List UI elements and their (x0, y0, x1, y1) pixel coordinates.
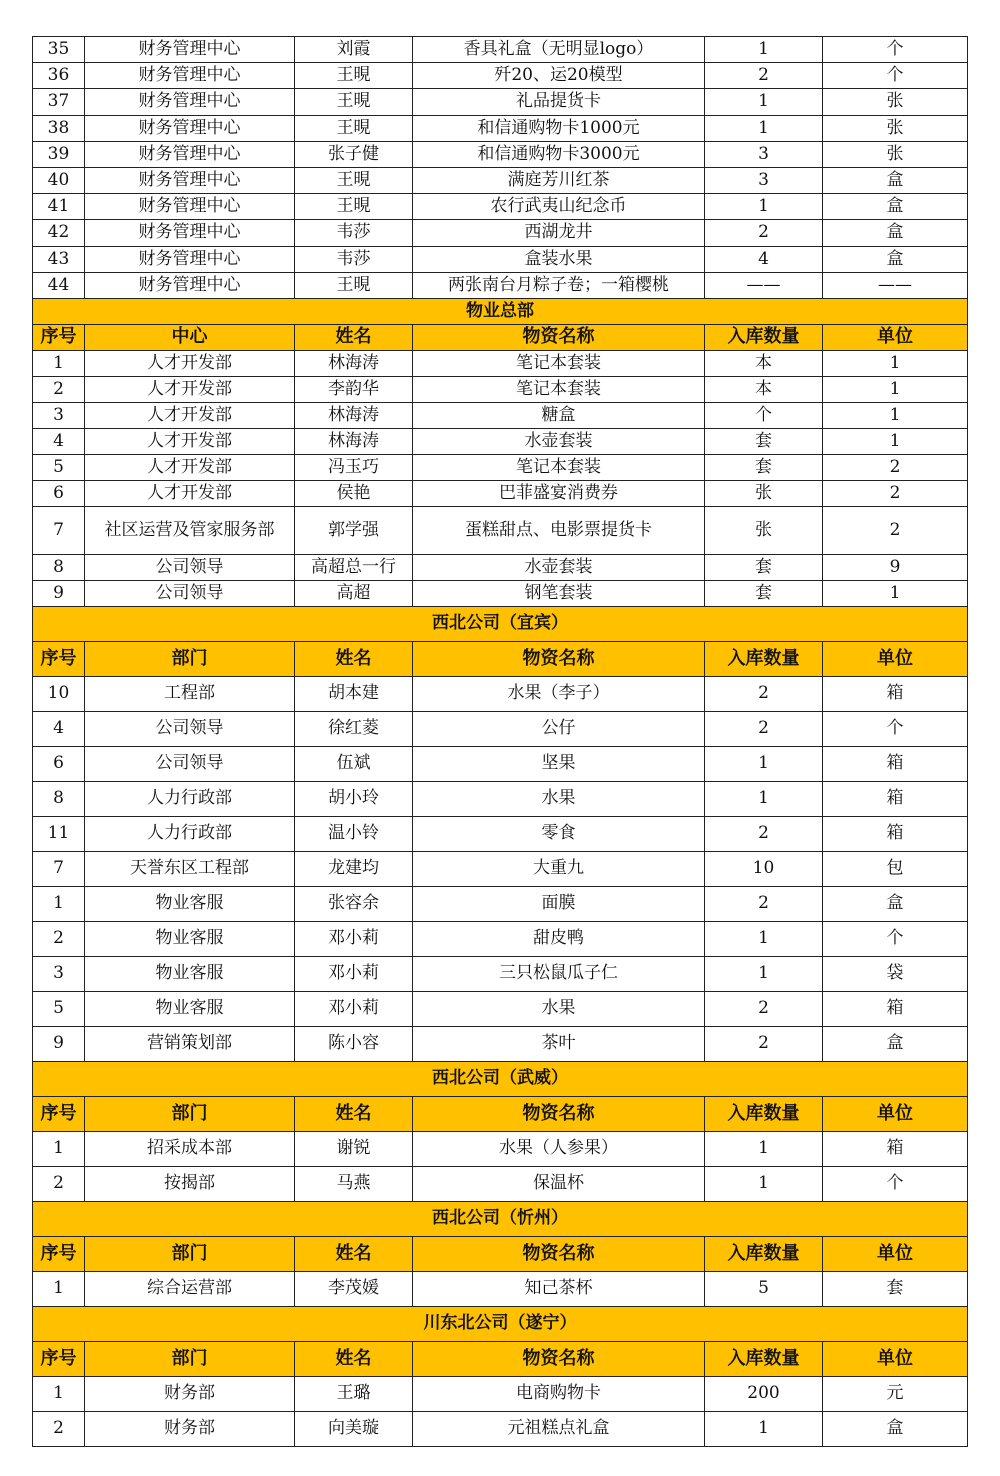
column-header-unit: 单位 (823, 324, 968, 350)
table-body (33, 37, 968, 1447)
column-header-quantity: 入库数量 (705, 641, 823, 676)
cell-seq: 2 (33, 921, 85, 956)
cell-quantity: 2 (705, 991, 823, 1026)
cell-name: 侯艳 (295, 480, 413, 506)
cell-name: 李韵华 (295, 376, 413, 402)
cell-item: 两张南台月粽子卷；一箱樱桃 (413, 272, 705, 298)
table-row (33, 220, 968, 246)
cell-quantity: 1 (705, 115, 823, 141)
cell-seq: 1 (33, 1376, 85, 1411)
cell-name: 王晛 (295, 63, 413, 89)
cell-seq: 39 (33, 141, 85, 167)
cell-item: 水果（李子） (413, 676, 705, 711)
cell-quantity: 2 (705, 220, 823, 246)
cell-seq: 4 (33, 428, 85, 454)
cell-department: 招采成本部 (85, 1131, 295, 1166)
cell-seq: 37 (33, 89, 85, 115)
cell-name: 韦莎 (295, 246, 413, 272)
cell-item: 水果 (413, 781, 705, 816)
cell-quantity: 本 (705, 350, 823, 376)
cell-item: 农行武夷山纪念币 (413, 194, 705, 220)
column-header-row (33, 324, 968, 350)
cell-quantity: 1 (705, 1166, 823, 1201)
cell-quantity: 个 (705, 402, 823, 428)
cell-unit: 盒 (823, 1026, 968, 1061)
cell-item: 水壶套装 (413, 428, 705, 454)
cell-quantity: 张 (705, 480, 823, 506)
column-header-unit: 单位 (823, 1236, 968, 1271)
gift-registry-table (32, 36, 968, 1447)
cell-item: 电商购物卡 (413, 1376, 705, 1411)
cell-seq: 9 (33, 1026, 85, 1061)
cell-seq: 43 (33, 246, 85, 272)
section-title: 西北公司（宜宾） (33, 606, 968, 641)
cell-unit: 盒 (823, 167, 968, 193)
cell-seq: 1 (33, 1271, 85, 1306)
cell-item: 笔记本套装 (413, 350, 705, 376)
cell-department: 财务部 (85, 1376, 295, 1411)
cell-department: 人才开发部 (85, 350, 295, 376)
cell-seq: 2 (33, 376, 85, 402)
table-row (33, 194, 968, 220)
column-header-department: 部门 (85, 641, 295, 676)
cell-quantity: 2 (705, 63, 823, 89)
cell-item: 和信通购物卡3000元 (413, 141, 705, 167)
cell-seq: 40 (33, 167, 85, 193)
cell-department: 工程部 (85, 676, 295, 711)
cell-name: 王晛 (295, 194, 413, 220)
cell-department: 社区运营及管家服务部 (85, 506, 295, 554)
column-header-item: 物资名称 (413, 641, 705, 676)
cell-department: 公司领导 (85, 746, 295, 781)
table-row (33, 63, 968, 89)
cell-department: 财务管理中心 (85, 115, 295, 141)
cell-unit: 盒 (823, 220, 968, 246)
cell-quantity: 张 (705, 506, 823, 554)
cell-department: 财务管理中心 (85, 167, 295, 193)
cell-name: 王晛 (295, 89, 413, 115)
cell-name: 温小铃 (295, 816, 413, 851)
cell-item: 甜皮鸭 (413, 921, 705, 956)
cell-quantity: 5 (705, 1271, 823, 1306)
cell-quantity: 4 (705, 246, 823, 272)
cell-seq: 4 (33, 711, 85, 746)
cell-department: 人才开发部 (85, 480, 295, 506)
column-header-seq: 序号 (33, 641, 85, 676)
cell-department: 人力行政部 (85, 816, 295, 851)
cell-department: 物业客服 (85, 956, 295, 991)
cell-department: 财务管理中心 (85, 246, 295, 272)
cell-quantity: 1 (705, 746, 823, 781)
section-title-row (33, 1201, 968, 1236)
cell-unit: 包 (823, 851, 968, 886)
cell-seq: 8 (33, 781, 85, 816)
cell-item: 茶叶 (413, 1026, 705, 1061)
cell-name: 冯玉巧 (295, 454, 413, 480)
cell-unit: 个 (823, 711, 968, 746)
section-title: 西北公司（忻州） (33, 1201, 968, 1236)
cell-name: 高超 (295, 580, 413, 606)
column-header-item: 物资名称 (413, 1236, 705, 1271)
cell-quantity: 2 (705, 676, 823, 711)
cell-name: 向美璇 (295, 1411, 413, 1446)
table-row (33, 956, 968, 991)
table-row (33, 676, 968, 711)
cell-item: 水果 (413, 991, 705, 1026)
cell-item: 元祖糕点礼盒 (413, 1411, 705, 1446)
cell-name: 谢锐 (295, 1131, 413, 1166)
table-row (33, 115, 968, 141)
cell-unit: 个 (823, 37, 968, 63)
cell-unit: 2 (823, 454, 968, 480)
cell-name: 高超总一行 (295, 554, 413, 580)
cell-unit: —— (823, 272, 968, 298)
cell-department: 财务管理中心 (85, 89, 295, 115)
cell-item: 笔记本套装 (413, 454, 705, 480)
cell-department: 财务管理中心 (85, 141, 295, 167)
cell-department: 公司领导 (85, 554, 295, 580)
cell-department: 财务管理中心 (85, 194, 295, 220)
cell-item: 蛋糕甜点、电影票提货卡 (413, 506, 705, 554)
cell-unit: 元 (823, 1376, 968, 1411)
cell-unit: 盒 (823, 1411, 968, 1446)
column-header-department: 部门 (85, 1236, 295, 1271)
cell-unit: 9 (823, 554, 968, 580)
column-header-quantity: 入库数量 (705, 1236, 823, 1271)
table-row (33, 1411, 968, 1446)
table-row (33, 711, 968, 746)
cell-department: 财务管理中心 (85, 63, 295, 89)
table-row (33, 1166, 968, 1201)
cell-quantity: 1 (705, 89, 823, 115)
cell-item: 水果（人参果） (413, 1131, 705, 1166)
cell-department: 财务部 (85, 1411, 295, 1446)
cell-quantity: 套 (705, 554, 823, 580)
column-header-seq: 序号 (33, 324, 85, 350)
cell-unit: 1 (823, 402, 968, 428)
cell-name: 邓小莉 (295, 991, 413, 1026)
cell-seq: 6 (33, 480, 85, 506)
cell-quantity: 3 (705, 141, 823, 167)
column-header-name: 姓名 (295, 1341, 413, 1376)
cell-seq: 35 (33, 37, 85, 63)
cell-name: 邓小莉 (295, 956, 413, 991)
cell-unit: 箱 (823, 816, 968, 851)
cell-seq: 42 (33, 220, 85, 246)
table-row (33, 480, 968, 506)
table-row (33, 246, 968, 272)
cell-quantity: 200 (705, 1376, 823, 1411)
cell-department: 财务管理中心 (85, 272, 295, 298)
table-row (33, 376, 968, 402)
cell-unit: 箱 (823, 746, 968, 781)
column-header-item: 物资名称 (413, 1341, 705, 1376)
cell-unit: 1 (823, 350, 968, 376)
cell-name: 邓小莉 (295, 921, 413, 956)
column-header-quantity: 入库数量 (705, 1341, 823, 1376)
cell-department: 财务管理中心 (85, 37, 295, 63)
cell-item: 大重九 (413, 851, 705, 886)
cell-name: 胡小玲 (295, 781, 413, 816)
cell-seq: 2 (33, 1166, 85, 1201)
cell-unit: 盒 (823, 886, 968, 921)
cell-seq: 44 (33, 272, 85, 298)
column-header-unit: 单位 (823, 1341, 968, 1376)
cell-name: 伍斌 (295, 746, 413, 781)
table-row (33, 1026, 968, 1061)
cell-unit: 个 (823, 1166, 968, 1201)
cell-quantity: 2 (705, 711, 823, 746)
table-row (33, 506, 968, 554)
cell-quantity: 套 (705, 454, 823, 480)
cell-name: 郭学强 (295, 506, 413, 554)
cell-quantity: 2 (705, 816, 823, 851)
cell-seq: 10 (33, 676, 85, 711)
cell-name: 张子健 (295, 141, 413, 167)
cell-unit: 1 (823, 376, 968, 402)
cell-unit: 张 (823, 141, 968, 167)
cell-seq: 7 (33, 851, 85, 886)
cell-department: 营销策划部 (85, 1026, 295, 1061)
cell-item: 歼20、运20模型 (413, 63, 705, 89)
cell-item: 面膜 (413, 886, 705, 921)
cell-item: 礼品提货卡 (413, 89, 705, 115)
column-header-row (33, 1236, 968, 1271)
cell-quantity: 2 (705, 886, 823, 921)
table-row (33, 37, 968, 63)
cell-unit: 个 (823, 921, 968, 956)
table-row (33, 1376, 968, 1411)
cell-name: 林海涛 (295, 402, 413, 428)
cell-seq: 41 (33, 194, 85, 220)
cell-name: 徐红菱 (295, 711, 413, 746)
cell-name: 王璐 (295, 1376, 413, 1411)
cell-quantity: 1 (705, 37, 823, 63)
cell-seq: 11 (33, 816, 85, 851)
section-title: 西北公司（武威） (33, 1061, 968, 1096)
column-header-name: 姓名 (295, 1096, 413, 1131)
cell-item: 三只松鼠瓜子仁 (413, 956, 705, 991)
cell-item: 保温杯 (413, 1166, 705, 1201)
cell-unit: 箱 (823, 676, 968, 711)
section-title-row (33, 1061, 968, 1096)
cell-item: 零食 (413, 816, 705, 851)
column-header-row (33, 641, 968, 676)
cell-unit: 箱 (823, 1131, 968, 1166)
cell-name: 刘霞 (295, 37, 413, 63)
column-header-row (33, 1096, 968, 1131)
cell-name: 陈小容 (295, 1026, 413, 1061)
table-row (33, 350, 968, 376)
table-row (33, 89, 968, 115)
cell-seq: 6 (33, 746, 85, 781)
table-row (33, 580, 968, 606)
cell-item: 水壶套装 (413, 554, 705, 580)
column-header-item: 物资名称 (413, 324, 705, 350)
table-row (33, 816, 968, 851)
cell-name: 王晛 (295, 167, 413, 193)
table-row (33, 141, 968, 167)
cell-seq: 38 (33, 115, 85, 141)
cell-department: 财务管理中心 (85, 220, 295, 246)
cell-department: 人才开发部 (85, 454, 295, 480)
cell-name: 张容余 (295, 886, 413, 921)
cell-quantity: 1 (705, 194, 823, 220)
column-header-quantity: 入库数量 (705, 324, 823, 350)
cell-quantity: 10 (705, 851, 823, 886)
table-row (33, 428, 968, 454)
cell-name: 林海涛 (295, 428, 413, 454)
column-header-seq: 序号 (33, 1236, 85, 1271)
table-row (33, 167, 968, 193)
cell-department: 物业客服 (85, 886, 295, 921)
cell-seq: 3 (33, 956, 85, 991)
column-header-unit: 单位 (823, 1096, 968, 1131)
cell-unit: 2 (823, 480, 968, 506)
column-header-seq: 序号 (33, 1341, 85, 1376)
table-row (33, 921, 968, 956)
cell-item: 巴菲盛宴消费券 (413, 480, 705, 506)
cell-seq: 5 (33, 454, 85, 480)
table-row (33, 851, 968, 886)
section-title-row (33, 298, 968, 324)
cell-quantity: 本 (705, 376, 823, 402)
cell-item: 糖盒 (413, 402, 705, 428)
cell-seq: 36 (33, 63, 85, 89)
cell-quantity: 1 (705, 921, 823, 956)
cell-department: 物业客服 (85, 991, 295, 1026)
cell-department: 综合运营部 (85, 1271, 295, 1306)
cell-department: 人才开发部 (85, 428, 295, 454)
table-row (33, 1271, 968, 1306)
cell-item: 盒装水果 (413, 246, 705, 272)
table-row (33, 554, 968, 580)
section-title: 物业总部 (33, 298, 968, 324)
cell-quantity: 1 (705, 1411, 823, 1446)
column-header-name: 姓名 (295, 641, 413, 676)
column-header-department: 部门 (85, 1341, 295, 1376)
cell-department: 天誉东区工程部 (85, 851, 295, 886)
cell-item: 西湖龙井 (413, 220, 705, 246)
cell-seq: 1 (33, 886, 85, 921)
cell-item: 坚果 (413, 746, 705, 781)
cell-quantity: 1 (705, 1131, 823, 1166)
column-header-department: 部门 (85, 1096, 295, 1131)
cell-unit: 盒 (823, 246, 968, 272)
cell-quantity: 1 (705, 781, 823, 816)
cell-department: 按揭部 (85, 1166, 295, 1201)
cell-name: 马燕 (295, 1166, 413, 1201)
cell-department: 公司领导 (85, 580, 295, 606)
table-row (33, 991, 968, 1026)
cell-item: 满庭芳川红茶 (413, 167, 705, 193)
table-row (33, 781, 968, 816)
cell-unit: 个 (823, 63, 968, 89)
table-row (33, 402, 968, 428)
cell-department: 人才开发部 (85, 402, 295, 428)
table-row (33, 272, 968, 298)
cell-name: 林海涛 (295, 350, 413, 376)
cell-department: 物业客服 (85, 921, 295, 956)
cell-item: 和信通购物卡1000元 (413, 115, 705, 141)
cell-unit: 箱 (823, 991, 968, 1026)
cell-department: 公司领导 (85, 711, 295, 746)
column-header-item: 物资名称 (413, 1096, 705, 1131)
cell-item: 钢笔套装 (413, 580, 705, 606)
column-header-department: 中心 (85, 324, 295, 350)
table-row (33, 746, 968, 781)
cell-name: 韦莎 (295, 220, 413, 246)
column-header-unit: 单位 (823, 641, 968, 676)
cell-name: 胡本建 (295, 676, 413, 711)
cell-unit: 2 (823, 506, 968, 554)
cell-seq: 1 (33, 1131, 85, 1166)
cell-name: 王晛 (295, 115, 413, 141)
column-header-row (33, 1341, 968, 1376)
cell-quantity: 套 (705, 580, 823, 606)
section-title: 川东北公司（遂宁） (33, 1306, 968, 1341)
cell-quantity: 2 (705, 1026, 823, 1061)
cell-quantity: —— (705, 272, 823, 298)
cell-unit: 箱 (823, 781, 968, 816)
column-header-seq: 序号 (33, 1096, 85, 1131)
cell-seq: 2 (33, 1411, 85, 1446)
cell-seq: 9 (33, 580, 85, 606)
cell-department: 人力行政部 (85, 781, 295, 816)
cell-name: 龙建均 (295, 851, 413, 886)
cell-unit: 1 (823, 428, 968, 454)
cell-seq: 3 (33, 402, 85, 428)
table-row (33, 886, 968, 921)
table-row (33, 1131, 968, 1166)
cell-item: 香具礼盒（无明显logo） (413, 37, 705, 63)
cell-unit: 套 (823, 1271, 968, 1306)
cell-seq: 7 (33, 506, 85, 554)
cell-name: 王晛 (295, 272, 413, 298)
section-title-row (33, 1306, 968, 1341)
cell-quantity: 3 (705, 167, 823, 193)
column-header-name: 姓名 (295, 1236, 413, 1271)
cell-quantity: 1 (705, 956, 823, 991)
cell-seq: 5 (33, 991, 85, 1026)
cell-department: 人才开发部 (85, 376, 295, 402)
cell-item: 公仔 (413, 711, 705, 746)
cell-unit: 张 (823, 89, 968, 115)
cell-unit: 张 (823, 115, 968, 141)
section-title-row (33, 606, 968, 641)
cell-name: 李茂媛 (295, 1271, 413, 1306)
cell-seq: 8 (33, 554, 85, 580)
cell-unit: 盒 (823, 194, 968, 220)
cell-unit: 1 (823, 580, 968, 606)
cell-item: 知己茶杯 (413, 1271, 705, 1306)
table-row (33, 454, 968, 480)
cell-seq: 1 (33, 350, 85, 376)
column-header-quantity: 入库数量 (705, 1096, 823, 1131)
column-header-name: 姓名 (295, 324, 413, 350)
cell-quantity: 套 (705, 428, 823, 454)
cell-unit: 袋 (823, 956, 968, 991)
cell-item: 笔记本套装 (413, 376, 705, 402)
